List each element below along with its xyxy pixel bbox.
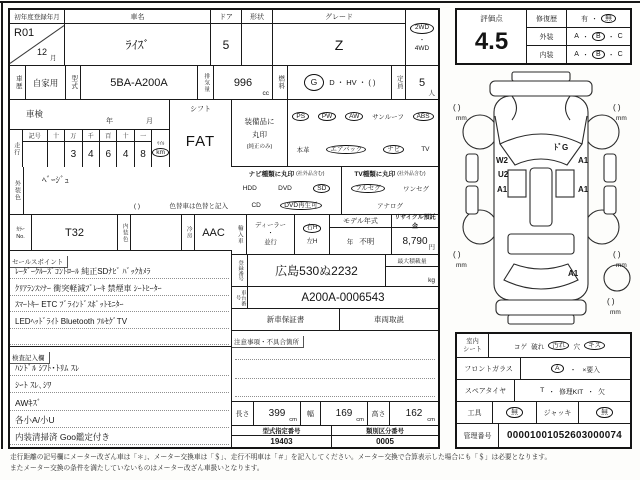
door-cell bbox=[211, 10, 242, 65]
interior-grade-value bbox=[567, 46, 630, 63]
windshield-value bbox=[521, 358, 630, 379]
check-note-line: ﾊﾝﾄﾞﾙ ｼﾌﾄ･ﾄﾘﾑ ｽﾚ bbox=[10, 359, 229, 376]
sales-point-line: LEDﾍｯﾄﾞﾗｲﾄ Bluetooth ﾌﾙｾｸﾞTV bbox=[10, 312, 229, 328]
rear-lower-bar bbox=[508, 315, 574, 324]
equip-tv: TV bbox=[421, 146, 430, 153]
recycle-unit: 円 bbox=[428, 244, 435, 251]
tread-mm-front-left: mm bbox=[456, 115, 467, 122]
evaluation-grid bbox=[527, 10, 630, 63]
mileage-col-1k: 千 bbox=[83, 130, 99, 142]
shape-label: 形状 bbox=[242, 10, 272, 24]
repair-history-value bbox=[567, 10, 630, 27]
car-name-cell bbox=[65, 10, 211, 65]
import-dot: ・ bbox=[267, 230, 274, 238]
spare-kit: 修理KIT bbox=[559, 388, 584, 396]
exterior-grade-row bbox=[527, 28, 630, 46]
spare-dot1: ・ bbox=[548, 388, 556, 396]
check-note-line: 内装清掃済 Goo鑑定付き bbox=[10, 428, 229, 445]
windshield-a: A bbox=[551, 364, 564, 373]
damage-mark-right-a1-front: A1 bbox=[578, 156, 589, 165]
import-parallel: 並行 bbox=[264, 238, 277, 246]
equip-leather: 本革 bbox=[296, 147, 310, 154]
exterior-color-row bbox=[10, 167, 232, 215]
import-dealer: ディーラー bbox=[255, 222, 286, 230]
chassis-label: 車台番号 bbox=[234, 289, 246, 306]
first-registration-label: 初年度登録年月 bbox=[10, 10, 64, 24]
door-label: ドア bbox=[211, 10, 241, 24]
width-value: 169 bbox=[335, 408, 353, 419]
shaken-cell bbox=[10, 100, 169, 130]
score-cell bbox=[457, 10, 527, 63]
nav-dvd-play: DVD再生可 bbox=[280, 201, 321, 210]
model-code-label: 型式 bbox=[70, 75, 78, 90]
nav-hdd: HDD bbox=[242, 185, 257, 192]
tv-oneseg: ワンセグ bbox=[402, 186, 429, 193]
fuel-cell bbox=[288, 66, 392, 99]
registration-value: 広島530ぬ2232 bbox=[248, 255, 386, 286]
tools-label: 工具 bbox=[457, 402, 493, 423]
payload-cell bbox=[386, 255, 438, 286]
model-year-suffix: 年 bbox=[346, 238, 354, 246]
exterior-grade-value bbox=[567, 28, 630, 45]
sales-point-line: ｽﾏｰﾄｷｰ ETC ﾌﾞﾗｲﾝﾄﾞｽﾎﾟｯﾄﾓﾆﾀｰ bbox=[10, 296, 229, 312]
handle-left: 左H bbox=[306, 237, 318, 245]
interior-a: A bbox=[574, 51, 579, 58]
height-label: 高さ bbox=[368, 402, 390, 425]
score-label: 評価点 bbox=[480, 13, 503, 23]
mileage-col-100k: 十 bbox=[48, 130, 64, 142]
color-no-label-1: ｶﾗｰ bbox=[16, 227, 25, 233]
reg-month-suffix: 月 bbox=[50, 55, 57, 62]
equipment-row-1 bbox=[288, 100, 438, 133]
payload-label: 最大積載量 bbox=[386, 255, 438, 267]
tv-type-note: (社外品含む) bbox=[397, 171, 426, 177]
shape-value bbox=[242, 24, 272, 65]
reg-month: 12 bbox=[37, 47, 48, 57]
caution-line bbox=[235, 396, 435, 397]
tools-none: 無 bbox=[506, 407, 523, 418]
class-no-cell bbox=[332, 426, 438, 447]
equip-sunroof: サンルーフ bbox=[372, 114, 404, 121]
nav-type-cell bbox=[232, 167, 342, 214]
equip-abs: ABS bbox=[413, 112, 434, 121]
jack-none: 無 bbox=[596, 407, 613, 418]
mileage-col-10k: 万 bbox=[65, 130, 81, 142]
width-cell bbox=[321, 402, 368, 425]
car-name-value: ﾗｲｽﾞ bbox=[125, 38, 150, 52]
class-no-label: 類別区分番号 bbox=[332, 426, 438, 436]
tread-bracket-spare: ( ) bbox=[607, 297, 615, 306]
nav-type-row-2 bbox=[232, 197, 341, 214]
exterior-color-label: 外装色 bbox=[13, 180, 20, 201]
shift-cell bbox=[170, 100, 232, 167]
management-row bbox=[457, 424, 630, 447]
handle-right: 右H bbox=[303, 224, 322, 233]
seat-ana: 穴 bbox=[573, 343, 581, 351]
fuel-gasoline: G bbox=[304, 74, 325, 91]
equipment-label bbox=[232, 100, 288, 166]
damage-mark-left-u2: U2 bbox=[498, 170, 509, 179]
car-damage-diagram bbox=[450, 68, 632, 332]
mileage-label: 走行 bbox=[12, 141, 19, 156]
mileage-digit bbox=[23, 142, 47, 167]
import-dealer-cell bbox=[247, 215, 295, 254]
docs-row bbox=[232, 309, 438, 331]
registration-row bbox=[232, 255, 438, 287]
spare-tire-label: スペアタイヤ bbox=[457, 380, 515, 401]
color-no-label bbox=[10, 215, 32, 250]
scan-edge-left bbox=[1, 1, 3, 449]
tv-analog: アナログ bbox=[377, 203, 403, 210]
check-notes-lines bbox=[10, 359, 229, 445]
shaken-label: 車検 bbox=[26, 109, 44, 119]
seat-row bbox=[457, 334, 630, 358]
history-label: 車歴 bbox=[14, 75, 22, 90]
seat-kizu: キズ bbox=[584, 341, 605, 350]
rear-right-wheel bbox=[585, 210, 619, 244]
repair-yes: 有 bbox=[581, 15, 588, 23]
spec-row bbox=[10, 66, 438, 100]
displacement-unit: cc bbox=[262, 90, 269, 97]
height-value: 162 bbox=[405, 408, 423, 419]
shaken-mileage-block bbox=[10, 100, 170, 167]
model-code-value: 5BA-A200A bbox=[81, 66, 198, 99]
registration-label: 登録番号 bbox=[237, 259, 244, 282]
management-value: 00001001052603000074 bbox=[507, 430, 622, 441]
windshield-x: ×要入 bbox=[582, 366, 600, 374]
sales-points-box bbox=[10, 251, 232, 347]
capacity-label: 定員 bbox=[395, 75, 403, 90]
mile-label: ﾏｲﾙ bbox=[156, 140, 165, 147]
exterior-grade-label: 外装 bbox=[527, 28, 567, 45]
recycle-cell bbox=[392, 215, 438, 254]
capacity-unit: 人 bbox=[428, 90, 435, 97]
nav-type-note: (社外品含む) bbox=[296, 171, 325, 177]
windshield-label: フロントガラス bbox=[457, 358, 521, 379]
nav-cd: CD bbox=[251, 202, 261, 209]
repair-dot: ・ bbox=[591, 15, 598, 23]
dot: ・ bbox=[581, 51, 589, 59]
length-label: 長さ bbox=[232, 402, 254, 425]
seat-yogore: 汚れ bbox=[548, 341, 569, 350]
evaluation-box bbox=[455, 8, 632, 65]
exterior-b: B bbox=[592, 32, 605, 42]
import-label: 輸入車 bbox=[236, 224, 243, 245]
nav-sd: SD bbox=[313, 184, 330, 193]
grade-value: Z bbox=[334, 36, 344, 53]
color-no-label-2: No. bbox=[16, 234, 25, 240]
recycle-value: 8,790 bbox=[402, 235, 428, 247]
history-value: 自家用 bbox=[26, 66, 66, 99]
caution-box bbox=[232, 331, 438, 402]
seat-label-1: 室内 bbox=[466, 337, 479, 345]
exterior-c: C bbox=[617, 33, 623, 40]
tv-type-header bbox=[342, 167, 438, 180]
handle-cell bbox=[295, 215, 330, 254]
color-change-paren: ( ) bbox=[133, 203, 140, 210]
damage-mark-right-a1-rear: A1 bbox=[578, 185, 589, 194]
model-year-cell bbox=[330, 215, 392, 254]
model-year-value-row bbox=[330, 228, 391, 254]
shift-value: FAT bbox=[185, 132, 216, 150]
recycle-value-row bbox=[392, 228, 438, 254]
spare-dot2: ・ bbox=[587, 388, 595, 396]
left-rear-door-panel bbox=[466, 186, 478, 214]
equip-aw: AW bbox=[345, 112, 363, 121]
check-note-line: ｼｰﾄ ｽﾚ､ｼﾜ bbox=[10, 376, 229, 393]
type-class-row bbox=[232, 426, 438, 447]
equip-navi: ナビ bbox=[383, 145, 404, 154]
width-label: 幅 bbox=[301, 402, 321, 425]
exterior-a: A bbox=[574, 33, 579, 40]
equipment-label-1: 装備品に bbox=[244, 117, 275, 126]
spare-tire-row bbox=[457, 380, 630, 402]
mileage-col-kigo: 記号 bbox=[23, 130, 47, 142]
mileage-digit: 4 bbox=[88, 149, 94, 160]
fuel-label: 燃料 bbox=[277, 75, 285, 90]
shaken-year-label: 年 bbox=[106, 118, 113, 125]
chassis-value: A200A-0006543 bbox=[301, 291, 385, 304]
nav-type-title: ナビ種類に丸印 bbox=[248, 171, 295, 178]
scan-edge-top bbox=[0, 1, 640, 3]
width-unit: cm bbox=[356, 417, 364, 423]
spare-t: T bbox=[540, 387, 545, 394]
length-unit: cm bbox=[289, 417, 297, 423]
mileage-digit: 3 bbox=[70, 149, 77, 160]
drive-type-cell bbox=[406, 10, 438, 65]
jack-label: ジャッキ bbox=[537, 402, 579, 423]
footer-line-2: またメーター交換の条件を満たしていないものはメーター改ざん車扱いとなります。 bbox=[10, 464, 264, 472]
condition-table bbox=[455, 332, 632, 449]
repair-history-label: 修復歴 bbox=[527, 10, 567, 27]
height-cell bbox=[390, 402, 438, 425]
capacity-value: 5 bbox=[418, 76, 426, 89]
rear-left-wheel bbox=[463, 210, 497, 244]
interior-color-label: 内装色 bbox=[121, 222, 128, 243]
payload-value bbox=[386, 267, 438, 286]
check-note-line: AWｷｽﾞ bbox=[10, 393, 229, 410]
sales-points-lines bbox=[10, 263, 229, 345]
type-no-cell bbox=[232, 426, 332, 447]
reg-year: R01 bbox=[14, 27, 35, 39]
interior-b: B bbox=[592, 50, 605, 60]
jack-value bbox=[579, 402, 630, 423]
windshield-row bbox=[457, 358, 630, 380]
shaken-month-label: 月 bbox=[146, 118, 153, 125]
spare-missing: 欠 bbox=[598, 388, 605, 396]
management-label: 管理番号 bbox=[457, 424, 499, 447]
first-registration-cell bbox=[10, 10, 65, 65]
tv-type-title: TV種類に丸印 bbox=[354, 171, 396, 178]
displacement-label: 排気量 bbox=[203, 72, 210, 93]
displacement-cell bbox=[214, 66, 273, 99]
tv-type-cell bbox=[342, 167, 438, 214]
right-front-door-panel bbox=[604, 154, 616, 182]
km-label: km bbox=[152, 148, 169, 157]
length-cell bbox=[254, 402, 301, 425]
model-year-value: 不明 bbox=[359, 236, 375, 246]
tread-bracket-front-right: ( ) bbox=[613, 103, 621, 112]
equip-pw: PW bbox=[318, 112, 336, 121]
score-value: 4.5 bbox=[474, 28, 509, 55]
damage-mark-rear-a1: A1 bbox=[568, 269, 579, 278]
windshield-dot: ・ bbox=[569, 366, 577, 374]
tread-bracket-rear-left: ( ) bbox=[453, 250, 461, 259]
shape-cell bbox=[242, 10, 273, 65]
import-row bbox=[232, 215, 438, 255]
front-bumper bbox=[490, 81, 592, 96]
front-grille-bar bbox=[512, 72, 570, 81]
check-notes-box bbox=[10, 347, 232, 447]
tread-bracket-front-left: ( ) bbox=[453, 103, 461, 112]
interior-grade-label: 内装 bbox=[527, 46, 567, 63]
dot: ・ bbox=[607, 51, 615, 59]
drive-2wd: 2WD bbox=[410, 23, 434, 34]
ac-value: AAC bbox=[202, 226, 225, 239]
grade-cell bbox=[273, 10, 406, 65]
repair-no: 無 bbox=[601, 14, 616, 24]
recycle-label: リサイクル預託金 bbox=[392, 215, 438, 228]
sales-point-line bbox=[10, 329, 229, 345]
mileage-col-1: 一 bbox=[135, 130, 151, 142]
front-left-wheel bbox=[463, 115, 497, 149]
nav-type-header bbox=[232, 167, 341, 180]
color-change-note: 色替車は色替と記入 bbox=[169, 203, 228, 210]
equipment-block bbox=[232, 100, 438, 167]
mileage-digit: 4 bbox=[122, 149, 129, 160]
dot: ・ bbox=[607, 33, 615, 41]
footer-line-1: 走行距離の記号欄にメーター改ざん車は「＊」、メーター交換車は「＄」、走行不明車は「＃」を記入してください。メーター交換で合算表示した場合にも「＄」は必要となります。 bbox=[10, 454, 552, 461]
type-no-value: 19403 bbox=[270, 437, 293, 446]
mileage-digit: 6 bbox=[105, 149, 111, 160]
tv-fullseg: フルセグ bbox=[351, 184, 385, 193]
tread-mm-spare: mm bbox=[610, 309, 621, 316]
tread-mm-rear-right: mm bbox=[616, 262, 627, 269]
title-row bbox=[10, 10, 438, 66]
dimensions-row bbox=[232, 402, 438, 426]
footer-notes bbox=[10, 453, 636, 474]
nav-tv-block bbox=[232, 167, 438, 215]
caution-label: 注意事項・不具合箇所 bbox=[232, 336, 304, 348]
check-notes-label: 検査記入欄 bbox=[10, 352, 50, 364]
mileage-col-10: 十 bbox=[117, 130, 133, 142]
first-registration-value bbox=[10, 24, 64, 65]
mileage-digit bbox=[48, 142, 64, 167]
model-year-label: モデル年式 bbox=[330, 215, 391, 228]
equip-airbag: エアバック bbox=[326, 145, 366, 154]
tread-mm-rear-left: mm bbox=[456, 262, 467, 269]
right-rear-door-panel bbox=[604, 186, 616, 214]
car-name-label: 車名 bbox=[65, 10, 210, 24]
equipment-row-2 bbox=[288, 133, 438, 166]
chassis-row bbox=[232, 287, 438, 309]
front-right-wheel bbox=[585, 115, 619, 149]
exterior-color-value: ﾍﾞｰｼﾞｭ bbox=[42, 175, 70, 185]
damage-mark-windshield: ﾄﾞG bbox=[554, 143, 569, 152]
left-front-door-panel bbox=[466, 154, 478, 182]
class-no-value: 0005 bbox=[376, 437, 394, 446]
sales-point-line: ｸﾘｱﾗﾝｽｿﾅｰ 衝突軽減ﾌﾞﾚｰｷ 禁煙車 ｼｰﾄﾋｰﾀｰ bbox=[10, 279, 229, 295]
drive-dot: ・ bbox=[418, 36, 426, 44]
main-table bbox=[8, 8, 440, 449]
rear-bumper bbox=[496, 300, 586, 315]
mileage-grid bbox=[10, 130, 169, 167]
color-no-value: T32 bbox=[32, 215, 118, 250]
caution-line bbox=[235, 359, 435, 360]
seat-items bbox=[489, 334, 630, 357]
tread-mm-front-right: mm bbox=[616, 115, 627, 122]
seat-yabure: 破れ bbox=[531, 343, 545, 351]
shift-label: シフト bbox=[190, 106, 211, 113]
interior-color-value bbox=[131, 215, 182, 250]
equipment-label-3: (純正のみ) bbox=[246, 144, 273, 150]
height-unit: cm bbox=[427, 417, 435, 423]
nav-dvd: DVD bbox=[278, 185, 292, 192]
door-value: 5 bbox=[222, 37, 230, 52]
spare-tire-value bbox=[515, 380, 630, 401]
drive-4wd: 4WD bbox=[414, 44, 430, 52]
length-value: 399 bbox=[268, 408, 286, 419]
dot: ・ bbox=[581, 33, 589, 41]
payload-unit: kg bbox=[428, 277, 435, 284]
type-no-label: 型式指定番号 bbox=[232, 426, 331, 436]
seat-koge: コゲ bbox=[513, 343, 528, 351]
tread-bracket-rear-right: ( ) bbox=[613, 250, 621, 259]
tools-row bbox=[457, 402, 630, 424]
grade-label: グレード bbox=[273, 10, 405, 24]
damage-mark-left-w2: W2 bbox=[496, 156, 508, 165]
capacity-cell bbox=[406, 66, 438, 99]
mileage-unit-cell bbox=[152, 130, 169, 167]
equipment-label-2: 丸印 bbox=[252, 130, 267, 139]
seat-label-2: シート bbox=[463, 345, 482, 353]
ac-label: 冷房 bbox=[185, 226, 192, 239]
manual-cell: 車両取説 bbox=[374, 315, 404, 324]
color-row bbox=[10, 215, 232, 251]
interior-grade-row bbox=[527, 46, 630, 63]
mileage-col-100: 百 bbox=[100, 130, 116, 142]
fuel-options: D ・ HV ・ ( ) bbox=[329, 78, 376, 87]
exterior-color-cell bbox=[24, 167, 232, 214]
equipment-items bbox=[288, 100, 438, 166]
equip-ps: PS bbox=[292, 112, 309, 121]
damage-mark-left-a1: A1 bbox=[497, 185, 508, 194]
check-note-line: 各小A/小U bbox=[10, 411, 229, 428]
repair-history-row bbox=[527, 10, 630, 28]
sales-points-label: セールスポイント bbox=[10, 256, 68, 268]
nav-type-row-1 bbox=[232, 180, 341, 197]
displacement-value: 996 bbox=[233, 76, 253, 89]
seat-label bbox=[457, 334, 489, 357]
interior-c: C bbox=[617, 51, 623, 58]
tools-value bbox=[493, 402, 537, 423]
caution-line bbox=[235, 378, 435, 379]
tv-type-row-1 bbox=[342, 180, 438, 197]
mileage-digit: 8 bbox=[140, 149, 146, 160]
sales-point-line: ﾚｰﾀﾞｰｸﾙｰｽﾞｺﾝﾄﾛｰﾙ 純正SDﾅﾋﾞ ﾊﾞｯｸｶﾒﾗ bbox=[10, 263, 229, 279]
warranty-cell: 新車保証書 bbox=[232, 309, 340, 330]
